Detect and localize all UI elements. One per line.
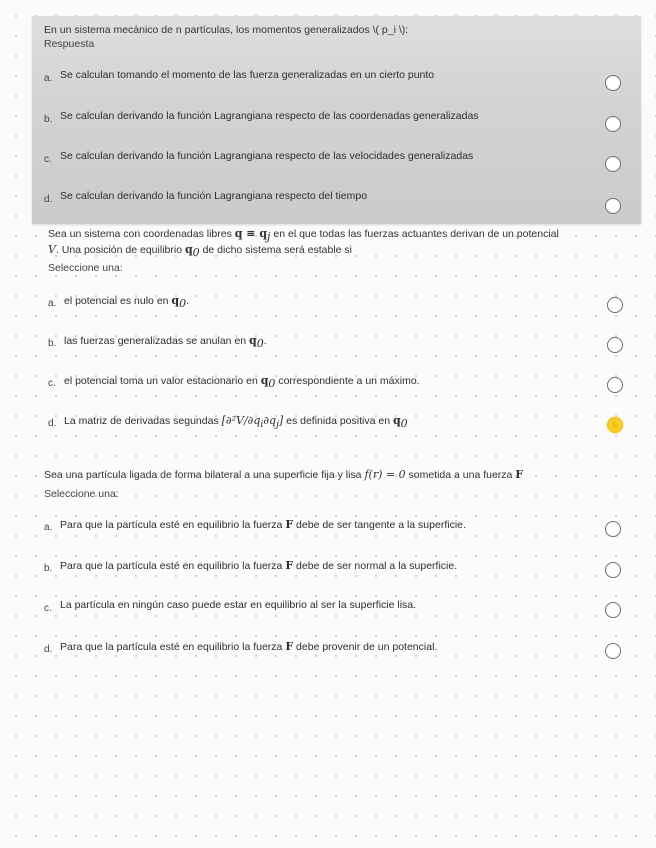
option-text: [60, 559, 457, 572]
option-math: q: [392, 414, 401, 427]
question-2-line-1: [48, 227, 559, 244]
option-post: debe provenir de un potencial.: [296, 641, 438, 653]
formula-a: [∂²V/∂q: [221, 414, 261, 427]
q2-text-b: en el que todas las fuerzas actuantes derivan de un potencial: [273, 228, 559, 240]
q3-option-a[interactable]: [44, 518, 644, 536]
q3-option-d[interactable]: [44, 640, 644, 658]
q2-math-sub: j: [267, 230, 271, 244]
option-math: q: [171, 294, 180, 307]
q3-option-c[interactable]: [44, 599, 644, 617]
q2-text-c: . Una posición de equilibrio: [55, 244, 183, 256]
option-text: Se calculan tomando el momento de las fuerza generalizadas en un cierto punto: [60, 69, 435, 81]
q2-option-c[interactable]: [48, 374, 648, 392]
q1-option-a[interactable]: [44, 69, 644, 87]
option-math: q: [260, 374, 269, 387]
option-pre: el potencial toma un valor estacionario en: [64, 375, 258, 387]
q3-text-b: sometida a una fuerza: [408, 469, 513, 481]
option-letter: a.: [48, 298, 57, 309]
q1-radio-c[interactable]: [605, 156, 621, 172]
option-post: .: [263, 335, 267, 347]
option-text: [64, 414, 408, 430]
q2-math-q: q ≡ q: [234, 227, 268, 240]
option-letter: b.: [48, 338, 57, 349]
option-letter: c.: [48, 378, 56, 389]
q1-option-c[interactable]: [44, 150, 644, 168]
option-pre: Para que la partícula esté en equilibrio la fuerza: [60, 641, 283, 653]
option-sub: 0: [268, 377, 276, 391]
option-letter: c.: [44, 603, 52, 614]
q2-math-sub0: 0: [192, 246, 200, 260]
option-pre: Para que la partícula esté en equilibrio la fuerza: [60, 519, 283, 531]
option-force: F: [285, 518, 294, 531]
option-text: [64, 294, 189, 310]
option-force: F: [285, 640, 294, 653]
q3-math: f(r) = 0: [364, 468, 406, 481]
option-force: F: [285, 559, 294, 572]
question-3-line-1: [44, 468, 523, 482]
option-sub: 0: [400, 417, 408, 431]
option-letter: d.: [44, 644, 53, 655]
option-text: [60, 518, 466, 531]
q2-radio-b[interactable]: [607, 337, 623, 353]
q2-math-q0: q: [184, 243, 193, 256]
option-text: Se calculan derivando la función Lagrangiana respecto de las velocidades generalizadas: [60, 150, 474, 162]
option-letter: d.: [48, 418, 57, 429]
option-post: correspondiente a un máximo.: [278, 375, 420, 387]
option-letter: c.: [44, 154, 52, 165]
formula-sub-j: j: [276, 419, 279, 431]
option-post: debe de ser tangente a la superficie.: [296, 519, 466, 531]
option-text: [64, 334, 267, 350]
option-sub: 0: [256, 337, 264, 351]
option-pre: La matriz de derivadas segundas: [64, 415, 219, 427]
respuesta-label: Respuesta: [44, 38, 95, 50]
formula-c: ]: [278, 414, 284, 427]
option-post: .: [186, 295, 190, 307]
option-pre: Para que la partícula esté en equilibrio la fuerza: [60, 560, 283, 572]
option-pre: las fuerzas generalizadas se anulan en: [64, 335, 247, 347]
option-letter: a.: [44, 522, 53, 533]
q2-text-d: de dicho sistema será estable si: [202, 244, 352, 256]
option-math: q: [249, 334, 257, 347]
q3-text-a: Sea una partícula ligada de forma bilateral a una superficie fija y lisa: [44, 469, 362, 481]
q1-radio-b[interactable]: [605, 116, 621, 132]
q3-radio-c[interactable]: [605, 602, 621, 618]
q2-radio-a[interactable]: [607, 297, 623, 313]
option-sub: 0: [179, 297, 187, 311]
q3-option-b[interactable]: [44, 559, 644, 577]
question-1-text: En un sistema mecánico de n partículas, los momentos generalizados \( p_i \):: [44, 24, 409, 36]
q2-radio-d[interactable]: [607, 417, 623, 433]
q2-option-a[interactable]: [48, 294, 648, 312]
formula-sub-i: i: [260, 419, 264, 431]
q2-text-a: Sea un sistema con coordenadas libres: [48, 228, 232, 240]
q2-seleccione: Seleccione una:: [48, 262, 123, 274]
question-2-line-2: [48, 243, 352, 260]
option-text: La partícula en ningún caso puede estar en equilibrio al ser la superficie lisa.: [60, 599, 417, 611]
option-formula: [221, 414, 284, 431]
option-letter: b.: [44, 563, 53, 574]
option-letter: b.: [44, 114, 53, 125]
q2-radio-c[interactable]: [607, 377, 623, 393]
q3-radio-d[interactable]: [605, 643, 621, 659]
q3-force: F: [515, 468, 524, 481]
formula-b: ∂q: [263, 414, 277, 427]
q1-radio-d[interactable]: [605, 198, 621, 214]
q3-radio-b[interactable]: [605, 562, 621, 578]
q2-option-d[interactable]: [48, 414, 648, 432]
q2-option-b[interactable]: [48, 334, 648, 352]
option-post: debe de ser normal a la superficie.: [296, 560, 458, 572]
q1-radio-a[interactable]: [605, 75, 621, 91]
q2-math-v: V: [48, 243, 56, 256]
option-letter: d.: [44, 194, 53, 205]
option-letter: a.: [44, 73, 53, 84]
option-text: Se calculan derivando la función Lagrangiana respecto del tiempo: [60, 190, 368, 202]
option-pre: el potencial es nulo en: [64, 295, 169, 307]
q1-option-b[interactable]: [44, 110, 644, 128]
option-text: [64, 374, 420, 390]
option-text: Se calculan derivando la función Lagrangiana respecto de las coordenadas generalizadas: [60, 110, 479, 122]
q3-radio-a[interactable]: [605, 521, 621, 537]
q3-seleccione: Seleccione una:: [44, 488, 119, 500]
option-text: [60, 640, 437, 653]
q1-option-d[interactable]: [44, 190, 644, 208]
option-post: es definida positiva en: [286, 415, 391, 427]
